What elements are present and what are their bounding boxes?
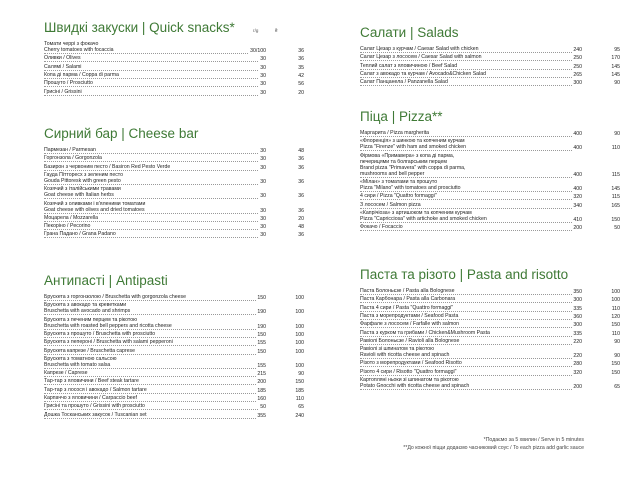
menu-item <box>360 202 620 209</box>
menu-item-name: Паста Карбонара / Pasta alla Carbonara <box>360 296 582 303</box>
menu-item <box>44 201 304 214</box>
section-title: Салати | Salads <box>360 25 459 40</box>
menu-item-price: 90 <box>614 338 620 345</box>
menu-item-name: Грисіні / Grissini <box>44 89 266 96</box>
menu-item-weight: 340 <box>573 202 582 209</box>
menu-item-name: Різото з морепродуктами / Seafood Risotto <box>360 360 582 367</box>
menu-item-price: 150 <box>295 379 304 386</box>
menu-item-weight: 400 <box>573 171 582 178</box>
menu-item-price: 36 <box>298 156 304 163</box>
menu-item-name: Теплий салат з яловичиною / Beef Salad <box>360 63 582 70</box>
menu-item-price: 110 <box>611 145 620 152</box>
menu-item <box>360 138 620 151</box>
menu-item-price: 100 <box>295 362 304 369</box>
menu-item-name: Картопляні ньоки зі шпинатом та рікотою <box>360 377 459 383</box>
menu-item-price: 100 <box>295 348 304 355</box>
menu-item-weight: 160 <box>257 396 266 402</box>
menu-item-name: Пекоріно / Pecorino <box>44 223 266 230</box>
menu-item-name: Pizza "Firenze" with ham and smoked chicken <box>360 144 582 151</box>
menu-item-name: Bruschetta with tomato salsa <box>44 362 266 369</box>
menu-item-price: 35 <box>298 64 304 71</box>
menu-item-name: Моцарела / Mozzarella <box>44 215 266 222</box>
menu-item-name: Томати черрі з фокачо <box>44 41 99 47</box>
menu-item-weight: 320 <box>573 194 582 201</box>
menu-item-price: 90 <box>298 371 304 378</box>
menu-item <box>360 369 620 376</box>
price-unit-header: ₴ <box>275 28 278 33</box>
menu-item-price: 150 <box>611 361 620 368</box>
menu-item-name: «Мілан» з томатами та прошуто <box>360 178 438 185</box>
menu-item-name: Брускета з печеним перцем та рікотою <box>44 316 138 323</box>
menu-item-weight: 30/100 <box>250 48 266 54</box>
menu-item <box>360 63 620 70</box>
menu-item-price: 90 <box>614 353 620 360</box>
footnote-pizza: **До кожної піцци додаємо часниковий соус / To each pizza add garlic sauce <box>403 445 584 451</box>
menu-item <box>44 294 304 301</box>
menu-item-weight: 250 <box>573 55 582 62</box>
menu-item-name: Маргарита / Pizza margherita <box>360 130 582 137</box>
menu-item-weight: 30 <box>260 81 266 88</box>
menu-item-weight: 30 <box>260 224 266 231</box>
menu-item-price: 36 <box>298 178 304 185</box>
menu-item <box>44 80 304 87</box>
menu-item-weight: 360 <box>573 313 582 320</box>
menu-item-name: «Капрічіоза» з артишоком та копченим курчам <box>360 209 472 216</box>
menu-item-price: 100 <box>611 289 620 295</box>
weight-unit-header: г/g <box>253 28 259 33</box>
menu-item <box>44 370 304 377</box>
menu-item <box>360 360 620 367</box>
menu-item-name: Тар-тар з лосося і авокадо / Salmon tartare <box>44 387 266 394</box>
menu-item-price: 65 <box>614 384 620 390</box>
menu-item-name: Брускета з авокадо та креветками <box>44 302 127 309</box>
menu-item-price: 100 <box>295 309 304 316</box>
menu-item-name: Фірмова «Примавера» з копа ді парма, <box>360 152 455 159</box>
menu-item <box>360 224 620 231</box>
menu-item-name: 4 сири / Pizza "Quattro formaggi" <box>360 193 582 200</box>
menu-item-weight: 30 <box>260 156 266 163</box>
menu-item-name: Равіолі Болоньєзе / Ravioli alla Bolognese <box>360 338 582 345</box>
menu-item <box>360 193 620 200</box>
menu-item-name: mushrooms and bell pepper <box>360 171 582 178</box>
menu-item-name: Салат Цезар з курчам / Caesar Salad with chicken <box>360 46 582 53</box>
menu-item-price: 36 <box>298 207 304 214</box>
menu-item-weight: 200 <box>573 384 582 390</box>
menu-item-name: Прошуто / Prosciutto <box>44 80 266 87</box>
menu-item-name: Салямі / Salami <box>44 64 266 71</box>
menu-item-weight: 215 <box>257 371 266 378</box>
menu-item-price: 65 <box>298 404 304 411</box>
menu-item <box>360 54 620 61</box>
menu-item <box>360 296 620 303</box>
menu-item-name: Паста з курком та грибами / Chicken&Mushroom Pasta <box>360 330 582 337</box>
menu-item <box>44 64 304 71</box>
menu-item-name: Bruschetta with roasted bell peppers and ricotta cheese <box>44 323 266 330</box>
menu-item <box>44 155 304 162</box>
menu-item-weight: 155 <box>257 340 266 347</box>
menu-item-price: 48 <box>298 148 304 154</box>
menu-item-name: Паста Болоньєзе / Pasta alla Bolognese <box>360 288 582 295</box>
footnote-quick: *Подаємо за 5 хвилин / Serve in 5 minutes <box>483 437 584 443</box>
menu-item <box>360 330 620 337</box>
menu-item-price: 50 <box>614 225 620 232</box>
menu-item-price: 110 <box>611 330 620 337</box>
menu-item-price: 48 <box>298 224 304 231</box>
menu-item-name: Карпаччо з яловичини / Carpaccio beef <box>44 395 266 402</box>
menu-item-weight: 240 <box>573 47 582 53</box>
menu-item-weight: 400 <box>573 131 582 137</box>
menu-item <box>360 153 620 178</box>
menu-item-price: 42 <box>298 72 304 79</box>
menu-item-name: Goat cheese with olives and dried tomatoes <box>44 207 266 214</box>
menu-item-weight: 30 <box>260 215 266 222</box>
menu-item <box>44 317 304 330</box>
section-title: Антипасті | Antipasti <box>44 273 168 288</box>
menu-item-name: печерицями та болгарським перцем <box>360 158 447 165</box>
menu-item-weight: 190 <box>257 309 266 316</box>
menu-item-name: Равіолі зі шпинатом та рікотою <box>360 346 435 353</box>
menu-item <box>360 313 620 320</box>
menu-item-price: 185 <box>295 387 304 394</box>
menu-item-weight: 150 <box>257 295 266 301</box>
menu-item-weight: 30 <box>260 148 266 154</box>
menu-item-price: 20 <box>298 215 304 222</box>
menu-item-weight: 30 <box>260 164 266 171</box>
menu-item <box>44 215 304 222</box>
menu-item-name: Капрезе / Caprese <box>44 370 266 377</box>
menu-item <box>360 79 620 86</box>
menu-item <box>360 179 620 192</box>
menu-item-price: 95 <box>614 47 620 53</box>
menu-item-name: Фокачо / Focaccio <box>360 224 582 231</box>
menu-item-weight: 355 <box>257 412 266 419</box>
menu-item-price: 110 <box>295 396 304 402</box>
menu-item <box>44 223 304 230</box>
menu-item <box>360 210 620 223</box>
menu-item-weight: 155 <box>257 362 266 369</box>
menu-item-weight: 150 <box>257 348 266 355</box>
menu-item-name: Копа ді парма / Coppa di parma <box>44 72 266 79</box>
menu-item-name: Cherry tomatoes with focaccia <box>44 47 266 54</box>
menu-item-weight: 30 <box>260 64 266 71</box>
menu-item-weight: 335 <box>573 305 582 312</box>
menu-item-price: 145 <box>611 71 620 78</box>
menu-item-name: Pizza "Capricciosa" with artichoke and smoked chicken <box>360 216 582 223</box>
menu-item <box>360 46 620 53</box>
menu-item-name: Різото 4 сири / Risotto "Quattro formaggi" <box>360 369 582 376</box>
menu-item-price: 115 <box>611 194 620 201</box>
menu-item <box>44 186 304 199</box>
menu-item-weight: 300 <box>573 297 582 304</box>
menu-item <box>44 147 304 154</box>
menu-item-weight: 250 <box>573 63 582 70</box>
menu-item-price: 36 <box>298 48 304 54</box>
menu-item-price: 36 <box>298 232 304 239</box>
menu-item-weight: 400 <box>573 145 582 152</box>
menu-item <box>44 302 304 315</box>
menu-item-weight: 190 <box>257 323 266 330</box>
menu-item-weight: 400 <box>573 185 582 192</box>
menu-item-name: Тар-тар з яловичини / Beef steak tartare <box>44 378 266 385</box>
menu-item <box>360 377 620 390</box>
menu-item-name: Дошка Тосканських закусок / Tuscanian set <box>44 412 266 419</box>
menu-item-price: 110 <box>611 305 620 312</box>
menu-item <box>44 231 304 238</box>
menu-item <box>44 356 304 369</box>
menu-item-price: 56 <box>298 81 304 88</box>
menu-item-price: 100 <box>295 323 304 330</box>
menu-item <box>360 346 620 359</box>
menu-item-weight: 30 <box>260 72 266 79</box>
menu-item-name: Гауда Пітторесх з зеленим песто <box>44 171 124 178</box>
menu-item-price: 90 <box>614 131 620 137</box>
section-title: Швидкі закуски | Quick snacks* <box>44 20 235 35</box>
menu-item <box>44 395 304 402</box>
menu-item <box>44 89 304 96</box>
menu-item <box>44 164 304 171</box>
menu-item-name: Оливки / Olives <box>44 55 266 62</box>
menu-item-price: 20 <box>298 89 304 96</box>
menu-item-name: Грана Падано / Grana Padano <box>44 231 266 238</box>
menu-item <box>360 288 620 295</box>
menu-item-price: 120 <box>611 313 620 320</box>
menu-item-weight: 300 <box>573 322 582 329</box>
menu-item-name: Брускета з горгонзолою / Bruschetta with gorgonzola cheese <box>44 294 266 301</box>
menu-item-weight: 200 <box>573 225 582 232</box>
menu-item-name: З лососем / Salmon pizza <box>360 202 582 209</box>
menu-item-weight: 300 <box>573 80 582 87</box>
menu-item <box>360 321 620 328</box>
menu-item <box>44 387 304 394</box>
menu-item-price: 100 <box>295 340 304 347</box>
menu-item-weight: 265 <box>573 71 582 78</box>
menu-item-weight: 30 <box>260 193 266 200</box>
menu-item-price: 170 <box>611 55 620 62</box>
menu-item <box>44 339 304 346</box>
section-title: Піца | Pizza** <box>360 109 443 124</box>
menu-item-price: 150 <box>611 369 620 376</box>
menu-item-name: Грисіні та прошуто / Grissini with prosciutto <box>44 403 266 410</box>
menu-item-weight: 30 <box>260 56 266 63</box>
menu-item-name: Gouda Pittoresk with green pesto <box>44 178 266 185</box>
menu-item-weight: 200 <box>257 379 266 386</box>
menu-item-name: Брускета з пепероні / Bruschetta with salami pepperoni <box>44 339 266 346</box>
menu-item-name: Горгонзола / Gorgonzola <box>44 155 266 162</box>
menu-item-name: Козячий з італійськими травами <box>44 186 121 193</box>
menu-item-name: Potato Gnocchi with ricotta cheese and spinach <box>360 383 582 390</box>
menu-item-name: Базирон з червоним песто / Basiron Red Pesto Verde <box>44 164 266 171</box>
menu-item-name: Паста з морепродуктами / Seafood Pasta <box>360 313 582 320</box>
menu-item-price: 150 <box>611 216 620 223</box>
menu-item-name: Козячий з оливками і в'яленими томатами <box>44 200 146 207</box>
menu-item-name: Брускета з томатною сальсою <box>44 355 117 362</box>
menu-item <box>44 72 304 79</box>
menu-item <box>44 403 304 410</box>
menu-item-weight: 30 <box>260 207 266 214</box>
menu-item-weight: 350 <box>573 289 582 295</box>
menu-item-price: 36 <box>298 164 304 171</box>
menu-item-name: Bruschetta with avocado and shrimps <box>44 308 266 315</box>
menu-item-price: 100 <box>295 295 304 301</box>
menu-item-weight: 335 <box>573 330 582 337</box>
menu-item-price: 36 <box>298 193 304 200</box>
menu-item-price: 100 <box>611 297 620 304</box>
menu-item-weight: 320 <box>573 369 582 376</box>
section-title: Паста та різото | Pasta and risotto <box>360 267 569 282</box>
menu-item <box>44 55 304 62</box>
menu-item-name: Пармезан / Parmesan <box>44 147 266 154</box>
menu-item-weight: 280 <box>573 361 582 368</box>
menu-item-price: 115 <box>611 171 620 178</box>
menu-item-name: Brand pizza "Primavera" with coppa di parma, <box>360 164 466 171</box>
menu-item-name: Фарфале з лососем / Farfalle with salmon <box>360 321 582 328</box>
menu-item-price: 145 <box>611 185 620 192</box>
menu-item-name: Брускета капрезе / Bruschetta caprese <box>44 348 266 355</box>
menu-item-price: 165 <box>611 202 620 209</box>
menu-item <box>44 378 304 385</box>
menu-item-weight: 30 <box>260 178 266 185</box>
menu-item <box>44 331 304 338</box>
menu-item-name: Салат з авокадо та курчам / Avocado&Chicken Salad <box>360 71 582 78</box>
menu-item-weight: 185 <box>257 387 266 394</box>
menu-item <box>360 71 620 78</box>
menu-item-weight: 410 <box>573 216 582 223</box>
menu-item <box>44 348 304 355</box>
menu-item <box>360 130 620 137</box>
menu-item-price: 145 <box>611 63 620 70</box>
menu-item-weight: 50 <box>260 404 266 411</box>
menu-item-name: «Флоренція» з шинкою та копченим курчам <box>360 138 465 145</box>
menu-item-weight: 150 <box>257 331 266 338</box>
menu-item <box>44 412 304 419</box>
menu-item-weight: 220 <box>573 353 582 360</box>
menu-item <box>360 305 620 312</box>
section-title: Сирний бар | Cheese bar <box>44 126 199 141</box>
menu-item-name: Pizza "Milano" with tomatoes and prosciutto <box>360 185 582 192</box>
menu-item-name: Салат Панцанела / Panzanella Salad <box>360 79 582 86</box>
menu-item-price: 150 <box>611 322 620 329</box>
menu-item-name: Ravioli with ricotta cheese and spinach <box>360 352 582 359</box>
menu-item-weight: 30 <box>260 89 266 96</box>
menu-item-price: 36 <box>298 56 304 63</box>
menu-item-name: Паста 4 сири / Pasta "Quattro formaggi" <box>360 305 582 312</box>
menu-item-weight: 220 <box>573 338 582 345</box>
menu-item-name: Брускета з прошуто / Bruschetta with prosciutto <box>44 331 266 338</box>
menu-item-name: Салат Цезар з лососем / Caesar Salad with salmon <box>360 54 582 61</box>
menu-item-weight: 30 <box>260 232 266 239</box>
menu-item <box>360 338 620 345</box>
menu-item-price: 100 <box>295 331 304 338</box>
menu-item-price: 240 <box>295 412 304 419</box>
menu-item-name: Goat cheese with Italian herbs <box>44 192 266 199</box>
menu-item <box>44 41 304 54</box>
menu-item <box>44 172 304 185</box>
menu-item-price: 90 <box>614 80 620 87</box>
